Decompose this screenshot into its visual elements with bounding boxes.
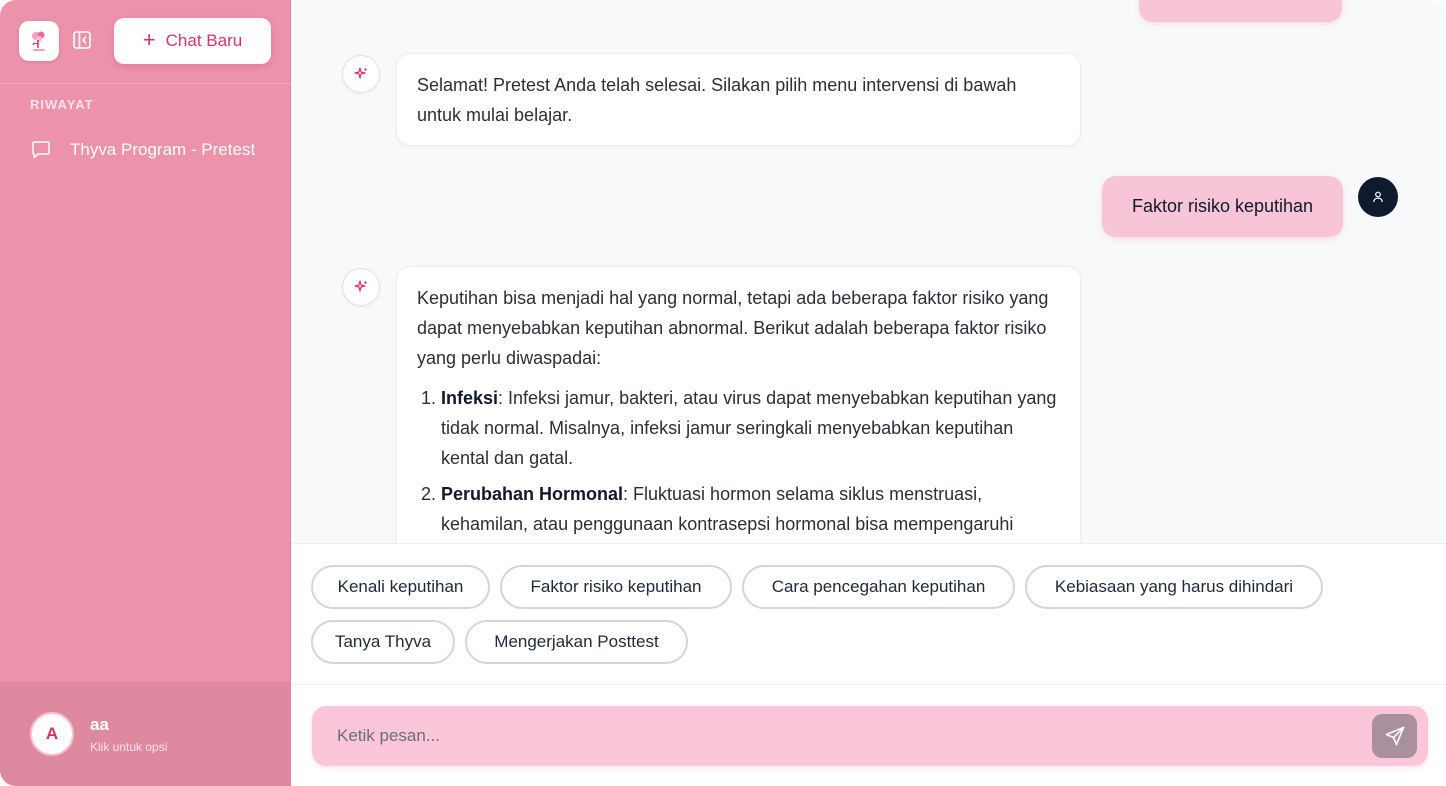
risk-factor-list — [417, 383, 1060, 539]
user-profile-button[interactable] — [0, 682, 291, 786]
history-item[interactable] — [18, 130, 274, 170]
user-name: aa — [90, 715, 109, 734]
new-chat-label: Chat Baru — [165, 31, 243, 50]
suggestion-chip[interactable]: Mengerjakan Posttest — [465, 620, 688, 664]
chat-main — [291, 0, 1446, 786]
chat-bubble-icon — [30, 139, 52, 161]
send-icon — [1384, 725, 1406, 747]
send-button[interactable] — [1372, 714, 1417, 758]
list-item-text: : Infeksi jamur, bakteri, atau virus dapat menyebabkan keputihan yang tidak normal. Misalnya, infeksi jamur seringkali menyebabkan keputihan kental dan gatal. — [441, 388, 1057, 468]
suggestion-bar — [291, 543, 1446, 685]
bot-avatar — [342, 55, 380, 93]
history-item-label: Thyva Program - Pretest — [70, 140, 256, 159]
user-subtitle: Klik untuk opsi — [90, 740, 168, 754]
sidebar — [0, 0, 291, 786]
suggestion-chip[interactable]: Faktor risiko keputihan — [500, 565, 732, 609]
bot-message-intro: Keputihan bisa menjadi hal yang normal, tetapi ada beberapa faktor risiko yang dapat menyebabkan keputihan abnormal. Berikut adalah beberapa faktor risiko yang perlu diwaspadai: — [417, 288, 1049, 368]
list-item-title: Infeksi — [441, 388, 499, 408]
sparkles-icon — [353, 66, 369, 82]
avatar: A — [30, 712, 74, 756]
bot-message-text: Selamat! Pretest Anda telah selesai. Silakan pilih menu intervensi di bawah untuk mulai belajar. — [417, 75, 1017, 125]
thyva-logo[interactable] — [19, 21, 59, 61]
list-item — [441, 383, 1060, 473]
user-message-bubble — [1102, 176, 1343, 237]
user-message-bubble-previous — [1139, 0, 1342, 22]
suggestion-chip[interactable]: Tanya Thyva — [311, 620, 455, 664]
user-icon — [1371, 190, 1385, 204]
message-input-container — [312, 706, 1428, 766]
history-section-label: RIWAYAT — [30, 97, 94, 112]
flower-logo-icon — [26, 28, 52, 54]
bot-message-bubble — [396, 266, 1081, 543]
suggestion-chip[interactable]: Kenali keputihan — [311, 565, 490, 609]
user-message-text: Faktor risiko keputihan — [1131, 196, 1314, 216]
bot-message-bubble — [396, 53, 1081, 146]
list-item-text: : Fluktuasi hormon selama siklus menstruasi, kehamilan, atau penggunaan kontrasepsi hormonal bisa mempengaruhi — [441, 484, 1014, 534]
message-list[interactable] — [291, 0, 1446, 543]
suggestion-chip[interactable]: Kebiasaan yang harus dihindari — [1025, 565, 1323, 609]
sparkles-icon — [353, 279, 369, 295]
list-item — [441, 479, 1060, 539]
list-item-title: Perubahan Hormonal — [441, 484, 624, 504]
message-input[interactable] — [312, 706, 1362, 766]
sidebar-toggle-button[interactable] — [70, 28, 94, 52]
panel-left-icon — [72, 30, 92, 50]
user-avatar-icon — [1358, 177, 1398, 217]
plus-icon: + — [142, 27, 156, 52]
suggestion-chip[interactable]: Cara pencegahan keputihan — [742, 565, 1015, 609]
sidebar-header — [0, 0, 291, 84]
composer — [291, 685, 1446, 786]
new-chat-button[interactable] — [114, 18, 271, 64]
bot-avatar — [342, 268, 380, 306]
